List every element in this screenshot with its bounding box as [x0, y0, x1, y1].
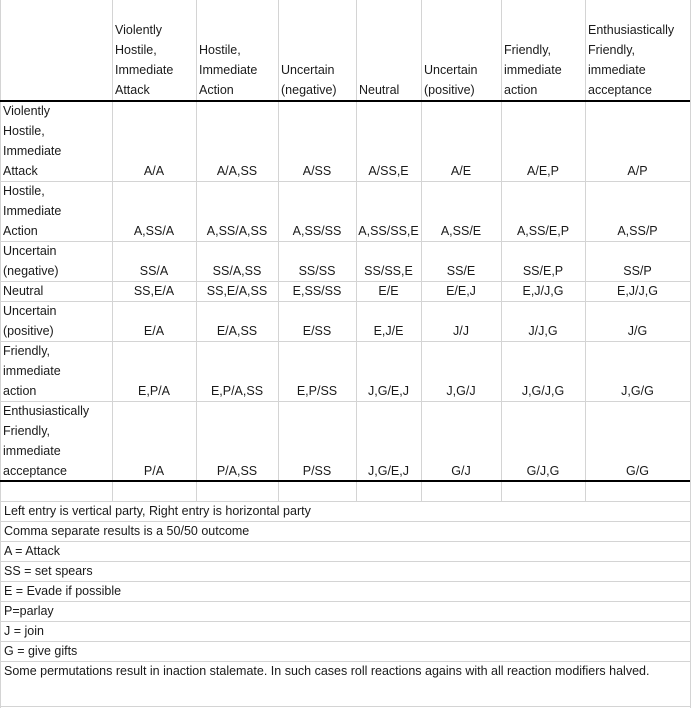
row-header[interactable]: [0, 181, 112, 241]
row-header[interactable]: [0, 341, 112, 401]
table-cell[interactable]: [356, 401, 421, 481]
cell-value: J,G/J,G: [521, 384, 565, 398]
column-header-line: acceptance: [588, 83, 652, 97]
table-cell[interactable]: [501, 401, 585, 481]
column-header-line: (negative): [281, 83, 337, 97]
cell-value: SS/A,SS: [212, 264, 262, 278]
grid-hline: [0, 561, 691, 562]
cell-value: A,SS/E: [440, 224, 482, 238]
legend-item[interactable]: E = Evade if possible: [4, 584, 122, 598]
table-cell[interactable]: [421, 401, 501, 481]
legend-item[interactable]: A = Attack: [4, 544, 60, 558]
cell-value: SS,E/A,SS: [206, 284, 268, 298]
table-cell[interactable]: [196, 181, 278, 241]
table-cell[interactable]: [585, 241, 690, 281]
row-header-line: Immediate: [3, 204, 62, 218]
table-cell[interactable]: [112, 281, 196, 301]
cell-value: A,SS/P: [617, 224, 658, 238]
cell-value: A,SS/SS,E: [358, 224, 419, 238]
column-header-line: Immediate: [115, 63, 174, 77]
table-cell[interactable]: [278, 101, 356, 181]
cell-value: A/A,SS: [216, 164, 258, 178]
table-cell[interactable]: [112, 401, 196, 481]
table-cell[interactable]: [421, 241, 501, 281]
cell-value: SS/E: [446, 264, 476, 278]
table-cell[interactable]: [356, 341, 421, 401]
table-cell[interactable]: [196, 241, 278, 281]
row-header-line: immediate: [3, 444, 61, 458]
row-header-line: (positive): [3, 324, 54, 338]
table-cell[interactable]: [196, 401, 278, 481]
cell-value: G/J,G: [526, 464, 560, 478]
table-cell[interactable]: [278, 401, 356, 481]
table-cell[interactable]: [585, 181, 690, 241]
table-cell[interactable]: [585, 301, 690, 341]
row-header-line: Immediate: [3, 144, 62, 158]
table-cell[interactable]: [112, 181, 196, 241]
grid-hline: [0, 621, 691, 622]
cell-value: A,SS/SS: [292, 224, 342, 238]
table-cell[interactable]: [501, 301, 585, 341]
legend-item[interactable]: SS = set spears: [4, 564, 93, 578]
row-header[interactable]: [0, 101, 112, 181]
cell-value: A/SS: [302, 164, 332, 178]
row-header[interactable]: [0, 241, 112, 281]
table-cell[interactable]: [501, 241, 585, 281]
cell-value: E/A: [143, 324, 165, 338]
cell-value: SS/A: [139, 264, 169, 278]
column-header-line: Violently: [115, 23, 163, 37]
table-cell[interactable]: [585, 281, 690, 301]
column-header-line: Immediate: [199, 63, 258, 77]
legend-item[interactable]: G = give gifts: [4, 644, 78, 658]
table-cell[interactable]: [112, 241, 196, 281]
table-cell[interactable]: [278, 181, 356, 241]
cell-value: A/E,P: [527, 164, 559, 178]
row-header-line: Enthusiastically: [3, 404, 90, 418]
cell-value: E,P/A: [138, 384, 170, 398]
table-cell[interactable]: [196, 101, 278, 181]
cell-value: E,SS/SS: [292, 284, 342, 298]
table-cell[interactable]: [501, 341, 585, 401]
column-header-line: Friendly,: [504, 43, 552, 57]
row-header-line: immediate: [3, 364, 61, 378]
cell-value: E/SS: [302, 324, 332, 338]
table-cell[interactable]: [501, 101, 585, 181]
legend-item[interactable]: Comma separate results is a 50/50 outcome: [4, 524, 250, 538]
cell-value: SS/E,P: [522, 264, 564, 278]
table-cell[interactable]: [112, 301, 196, 341]
cell-value: J/J: [453, 324, 469, 338]
grid-hline: [0, 641, 691, 642]
table-cell[interactable]: [112, 101, 196, 181]
table-cell[interactable]: [196, 301, 278, 341]
cell-value: E,P/A,SS: [210, 384, 264, 398]
table-cell[interactable]: [585, 101, 690, 181]
cell-value: SS/SS: [298, 264, 336, 278]
row-header-line: Uncertain: [3, 304, 57, 318]
cell-value: SS/SS,E: [364, 264, 413, 278]
table-cell[interactable]: [356, 181, 421, 241]
column-header[interactable]: [112, 0, 196, 100]
cell-value: E,J/J,G: [617, 284, 658, 298]
row-header[interactable]: [0, 401, 112, 481]
column-header[interactable]: [585, 0, 690, 100]
table-cell[interactable]: [278, 281, 356, 301]
cell-value: P/A,SS: [216, 464, 258, 478]
cell-value: J,G/J: [446, 384, 476, 398]
row-header-line: Neutral: [3, 284, 44, 298]
cell-value: A,SS/E,P: [516, 224, 570, 238]
cell-value: G/G: [626, 464, 649, 478]
column-header-line: Hostile,: [115, 43, 157, 57]
column-header-line: Enthusiastically: [588, 23, 675, 37]
table-cell[interactable]: [356, 281, 421, 301]
table-cell[interactable]: [421, 101, 501, 181]
cell-value: E,J/J,G: [522, 284, 564, 298]
row-header[interactable]: [0, 301, 112, 341]
table-cell[interactable]: [196, 341, 278, 401]
row-header-line: Action: [3, 224, 38, 238]
table-cell[interactable]: [421, 181, 501, 241]
column-header-line: Neutral: [359, 83, 400, 97]
cell-value: P/SS: [302, 464, 332, 478]
cell-value: A,SS/A,SS: [206, 224, 268, 238]
cell-value: SS,E/A: [133, 284, 175, 298]
cell-value: J/G: [627, 324, 648, 338]
table-cell[interactable]: [356, 301, 421, 341]
legend-item[interactable]: P=parlay: [4, 604, 54, 618]
table-cell[interactable]: [112, 341, 196, 401]
column-header-line: action: [504, 83, 538, 97]
row-header[interactable]: [0, 281, 112, 301]
row-header-line: action: [3, 384, 37, 398]
column-header-line: Uncertain: [424, 63, 478, 77]
grid-hline: [0, 601, 691, 602]
cell-value: J,G/E,J: [368, 464, 409, 478]
legend-item[interactable]: J = join: [4, 624, 44, 638]
row-header-line: Hostile,: [3, 124, 45, 138]
column-header-line: Uncertain: [281, 63, 335, 77]
row-header-line: Friendly,: [3, 424, 51, 438]
cell-value: A/A: [143, 164, 165, 178]
cell-value: J/J,G: [528, 324, 558, 338]
column-header[interactable]: [356, 0, 421, 100]
cell-value: SS/P: [623, 264, 652, 278]
table-cell[interactable]: [501, 281, 585, 301]
column-header-line: (positive): [424, 83, 475, 97]
cell-value: E/E: [378, 284, 399, 298]
table-cell[interactable]: [501, 181, 585, 241]
column-header[interactable]: [196, 0, 278, 100]
column-header[interactable]: [501, 0, 585, 100]
cell-value: G/J: [451, 464, 471, 478]
column-header[interactable]: [278, 0, 356, 100]
table-cell[interactable]: [278, 241, 356, 281]
row-header-line: Uncertain: [3, 244, 57, 258]
cell-value: P/A: [143, 464, 165, 478]
table-cell[interactable]: [356, 241, 421, 281]
column-header[interactable]: [421, 0, 501, 100]
column-header-line: immediate: [588, 63, 646, 77]
table-cell[interactable]: [356, 101, 421, 181]
grid-vline: [0, 501, 1, 708]
table-cell[interactable]: [421, 301, 501, 341]
cell-value: A,SS/A: [133, 224, 175, 238]
cell-value: A/E: [450, 164, 472, 178]
table-cell[interactable]: [585, 341, 690, 401]
cell-value: A/SS,E: [368, 164, 409, 178]
row-header-line: (negative): [3, 264, 59, 278]
row-header-line: Attack: [3, 164, 38, 178]
row-header-line: acceptance: [3, 464, 67, 478]
cell-value: J,G/E,J: [368, 384, 409, 398]
cell-value: A/P: [627, 164, 648, 178]
cell-value: J,G/G: [621, 384, 654, 398]
column-header-line: Friendly,: [588, 43, 636, 57]
row-header-line: Friendly,: [3, 344, 51, 358]
table-cell[interactable]: [421, 341, 501, 401]
column-header-line: Action: [199, 83, 234, 97]
row-header-line: Hostile,: [3, 184, 45, 198]
table-cell[interactable]: [196, 281, 278, 301]
table-cell[interactable]: [278, 301, 356, 341]
table-cell[interactable]: [585, 401, 690, 481]
table-cell[interactable]: [278, 341, 356, 401]
table-cell[interactable]: [421, 281, 501, 301]
cell-value: E,J/E: [373, 324, 404, 338]
cell-value: E/E,J: [446, 284, 476, 298]
column-header-line: immediate: [504, 63, 562, 77]
column-header-line: Hostile,: [199, 43, 241, 57]
row-header-line: Violently: [3, 104, 51, 118]
cell-value: E,P/SS: [296, 384, 338, 398]
legend-note[interactable]: Left entry is vertical party, Right entry is horizontal party: [4, 504, 311, 518]
column-header-line: Attack: [115, 83, 150, 97]
legend-item[interactable]: Some permutations result in inaction stalemate. In such cases roll reactions agains with all reaction modifiers halved.: [4, 664, 650, 678]
grid-hline: [0, 706, 691, 707]
grid-hline: [0, 541, 691, 542]
cell-value: E/A,SS: [216, 324, 258, 338]
